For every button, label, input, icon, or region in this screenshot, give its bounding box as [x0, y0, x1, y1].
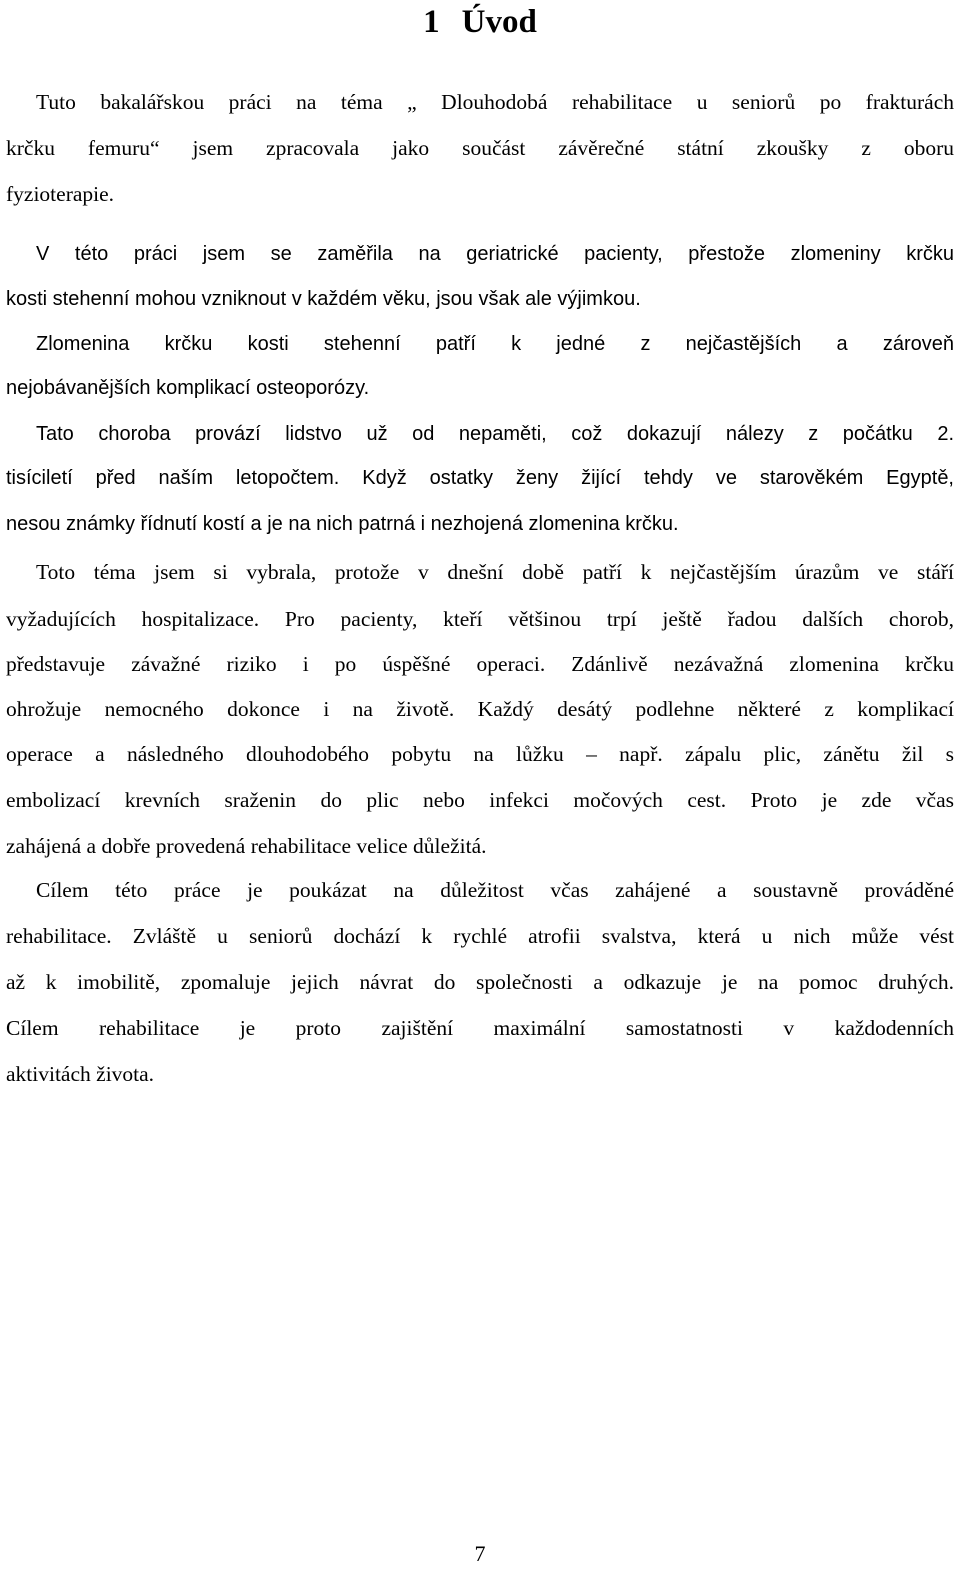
paragraph-line: krčku femuru“ jsem zpracovala jako součást závěrečné státní zkoušky z oboru: [6, 136, 954, 160]
chapter-title: Úvod: [461, 4, 537, 40]
paragraph-line: Tato choroba provází lidstvo už od nepaměti, což dokazují nálezy z počátku 2.: [36, 423, 954, 445]
paragraph-line: Cílem této práce je poukázat na důležitost včas zahájené a soustavně prováděné: [36, 878, 954, 902]
paragraph-line: operace a následného dlouhodobého pobytu na lůžku – např. zápalu plic, zánětu žil s: [6, 742, 954, 766]
paragraph-line: až k imobilitě, zpomaluje jejich návrat do společnosti a odkazuje je na pomoc druhých.: [6, 970, 954, 994]
paragraph-line: rehabilitace. Zvláště u seniorů dochází k rychlé atrofii svalstva, která u nich může vést: [6, 924, 954, 948]
paragraph-line: Cílem rehabilitace je proto zajištění maximální samostatnosti v každodenních: [6, 1016, 954, 1040]
paragraph-line: tisíciletí před naším letopočtem. Když ostatky ženy žijící tehdy ve starověkém Egyptě,: [6, 467, 954, 489]
paragraph-line: aktivitách života.: [6, 1062, 155, 1086]
paragraph-line: nejobávanějších komplikací osteoporózy.: [6, 377, 370, 399]
paragraph-line: Tuto bakalářskou práci na téma „ Dlouhodobá rehabilitace u seniorů po frakturách: [36, 90, 954, 114]
page-number: 7: [474, 1541, 486, 1566]
paragraph-line: Zlomenina krčku kosti stehenní patří k jedné z nejčastějších a zároveň: [36, 333, 954, 355]
paragraph-line: zahájená a dobře provedená rehabilitace velice důležitá.: [6, 834, 487, 858]
paragraph-line: embolizací krevních sraženin do plic nebo infekci močových cest. Proto je zde včas: [6, 788, 954, 812]
paragraph-line: kosti stehenní mohou vzniknout v každém věku, jsou však ale výjimkou.: [6, 288, 641, 310]
chapter-heading: [0, 2, 960, 42]
chapter-number: 1: [423, 4, 440, 40]
paragraph-line: fyzioterapie.: [6, 182, 115, 206]
paragraph-line: vyžadujících hospitalizace. Pro pacienty, kteří většinou trpí ještě řadou dalších chorob,: [6, 607, 954, 631]
paragraph-line: Toto téma jsem si vybrala, protože v dnešní době patří k nejčastějším úrazům ve stáří: [36, 560, 954, 584]
paragraph-line: nesou známky řídnutí kostí a je na nich patrná i nezhojená zlomenina krčku.: [6, 513, 679, 535]
paragraph-line: V této práci jsem se zaměřila na geriatrické pacienty, přestože zlomeniny krčku: [36, 243, 954, 265]
paragraph-line: ohrožuje nemocného dokonce i na životě. Každý desátý podlehne některé z komplikací: [6, 697, 954, 721]
paragraph-line: představuje závažné riziko i po úspěšné operaci. Zdánlivě nezávažná zlomenina krčku: [6, 652, 954, 676]
